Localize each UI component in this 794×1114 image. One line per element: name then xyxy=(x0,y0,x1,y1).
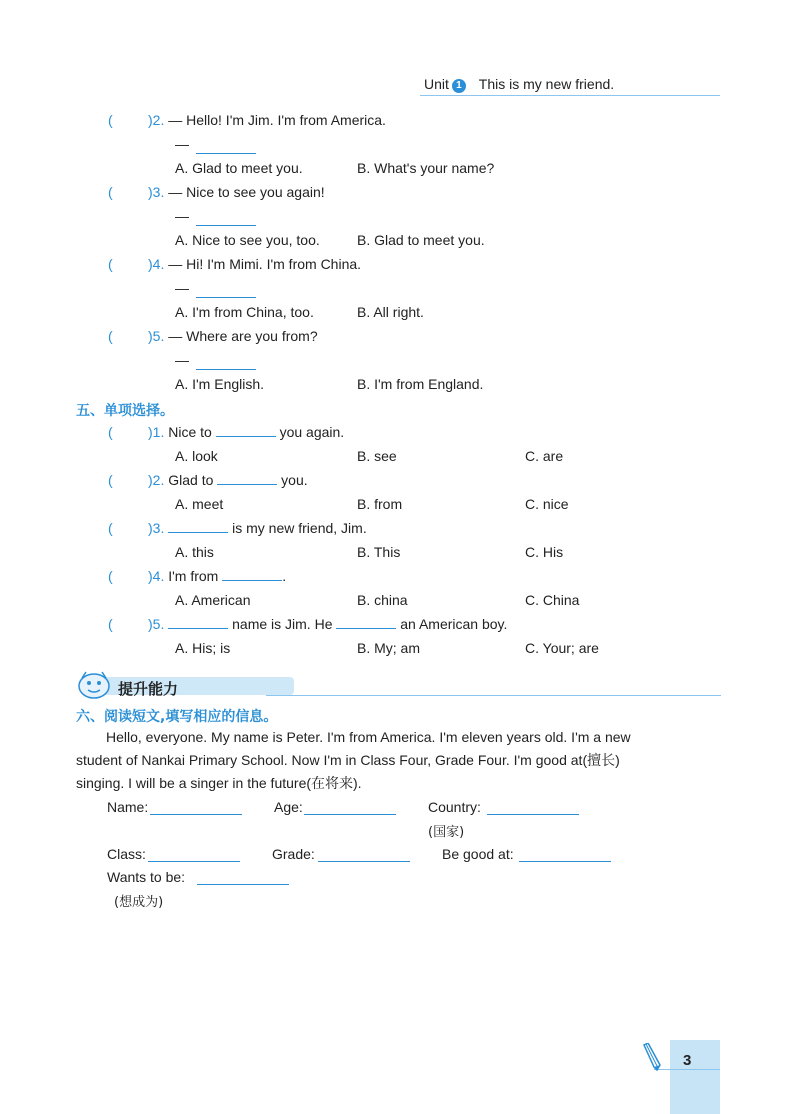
option-a: A. I'm from China, too. xyxy=(175,304,314,320)
answer-blank[interactable] xyxy=(196,297,256,298)
stem-mid: name is Jim. He xyxy=(232,616,333,632)
option-b: B. I'm from England. xyxy=(357,376,484,392)
banner-rule xyxy=(266,695,721,696)
item-number: )2. xyxy=(148,112,165,128)
reading-line-1: Hello, everyone. My name is Peter. I'm from America. I'm eleven years old. I'm a new xyxy=(106,729,631,745)
country-field[interactable] xyxy=(487,814,579,815)
name-field[interactable] xyxy=(150,814,242,815)
stem-post: is my new friend, Jim. xyxy=(232,520,367,536)
fill-blank[interactable] xyxy=(216,424,276,437)
header-rule xyxy=(420,95,720,96)
question-text: — Nice to see you again! xyxy=(168,184,325,200)
footer-rule xyxy=(654,1069,720,1070)
class-label: Class: xyxy=(107,846,146,862)
item-number: )5. xyxy=(148,328,165,344)
section5-heading: 五、单项选择。 xyxy=(76,403,174,419)
unit-number-badge: 1 xyxy=(452,79,466,93)
answer-dash: — xyxy=(175,136,189,152)
option-b: B. china xyxy=(357,592,408,608)
option-b: B. My; am xyxy=(357,640,421,656)
question-text: — Hello! I'm Jim. I'm from America. xyxy=(168,112,386,128)
option-a: A. His; is xyxy=(175,640,231,656)
page-number-tab xyxy=(670,1040,720,1114)
country-note: (国家) xyxy=(428,825,465,840)
item-number: )1. xyxy=(148,424,165,440)
option-b: B. This xyxy=(357,544,401,560)
stem-pre: Nice to xyxy=(168,424,212,440)
answer-blank[interactable] xyxy=(196,225,256,226)
option-b: B. What's your name? xyxy=(357,160,495,176)
fill-blank[interactable] xyxy=(336,616,396,629)
country-label: Country: xyxy=(428,799,481,815)
reading-line-3: singing. I will be a singer in the future(在将来). xyxy=(76,775,362,791)
good-at-field[interactable] xyxy=(519,861,611,862)
option-a: A. this xyxy=(175,544,214,560)
fill-blank[interactable] xyxy=(217,472,277,485)
character-icon xyxy=(76,670,112,700)
stem-post: an American boy. xyxy=(400,616,508,632)
stem-post: you. xyxy=(281,472,308,488)
answer-blank[interactable] xyxy=(196,369,256,370)
page-header xyxy=(424,76,614,93)
question-text: — Where are you from? xyxy=(168,328,318,344)
page-number: 3 xyxy=(683,1052,692,1069)
option-c: C. Your; are xyxy=(525,640,599,656)
option-b: B. see xyxy=(357,448,397,464)
option-c: C. are xyxy=(525,448,564,464)
option-c: C. His xyxy=(525,544,564,560)
grade-label: Grade: xyxy=(272,846,315,862)
reading-line-2: student of Nankai Primary School. Now I'm in Class Four, Grade Four. I'm good at(擅长) xyxy=(76,752,620,768)
option-a: A. American xyxy=(175,592,251,608)
good-at-label: Be good at: xyxy=(442,846,514,862)
option-a: A. Nice to see you, too. xyxy=(175,232,320,248)
stem-post: . xyxy=(282,568,287,584)
answer-blank[interactable] xyxy=(196,153,256,154)
wants-note: (想成为) xyxy=(114,895,164,910)
question-text: — Hi! I'm Mimi. I'm from China. xyxy=(168,256,362,272)
fill-blank[interactable] xyxy=(222,568,282,581)
stem-pre: Glad to xyxy=(168,472,214,488)
answer-dash: — xyxy=(175,280,189,296)
banner-title: 提升能力 xyxy=(118,680,179,698)
option-b: B. from xyxy=(357,496,403,512)
option-b: B. All right. xyxy=(357,304,424,320)
option-a: A. look xyxy=(175,448,218,464)
class-field[interactable] xyxy=(148,861,240,862)
grade-field[interactable] xyxy=(318,861,410,862)
age-label: Age: xyxy=(274,799,303,815)
option-a: A. meet xyxy=(175,496,224,512)
option-b: B. Glad to meet you. xyxy=(357,232,485,248)
option-a: A. Glad to meet you. xyxy=(175,160,303,176)
unit-title: This is my new friend. xyxy=(478,76,615,92)
item-number: )4. xyxy=(148,568,165,584)
option-c: C. nice xyxy=(525,496,569,512)
stem-post: you again. xyxy=(279,424,345,440)
fill-blank[interactable] xyxy=(168,520,228,533)
section6-heading: 六、阅读短文,填写相应的信息。 xyxy=(76,709,278,725)
unit-label: Unit xyxy=(424,76,449,92)
stem-pre: I'm from xyxy=(168,568,219,584)
option-a: A. I'm English. xyxy=(175,376,265,392)
name-label: Name: xyxy=(107,799,149,815)
answer-dash: — xyxy=(175,208,189,224)
fill-blank[interactable] xyxy=(168,616,228,629)
option-c: C. China xyxy=(525,592,580,608)
wants-field[interactable] xyxy=(197,884,289,885)
age-field[interactable] xyxy=(304,814,396,815)
wants-label: Wants to be: xyxy=(107,869,186,885)
item-number: )3. xyxy=(148,520,165,536)
item-number: )3. xyxy=(148,184,165,200)
answer-dash: — xyxy=(175,352,189,368)
item-number: )4. xyxy=(148,256,165,272)
ability-banner xyxy=(76,672,721,698)
item-number: )5. xyxy=(148,616,165,632)
pencil-icon xyxy=(640,1043,662,1071)
item-number: )2. xyxy=(148,472,165,488)
